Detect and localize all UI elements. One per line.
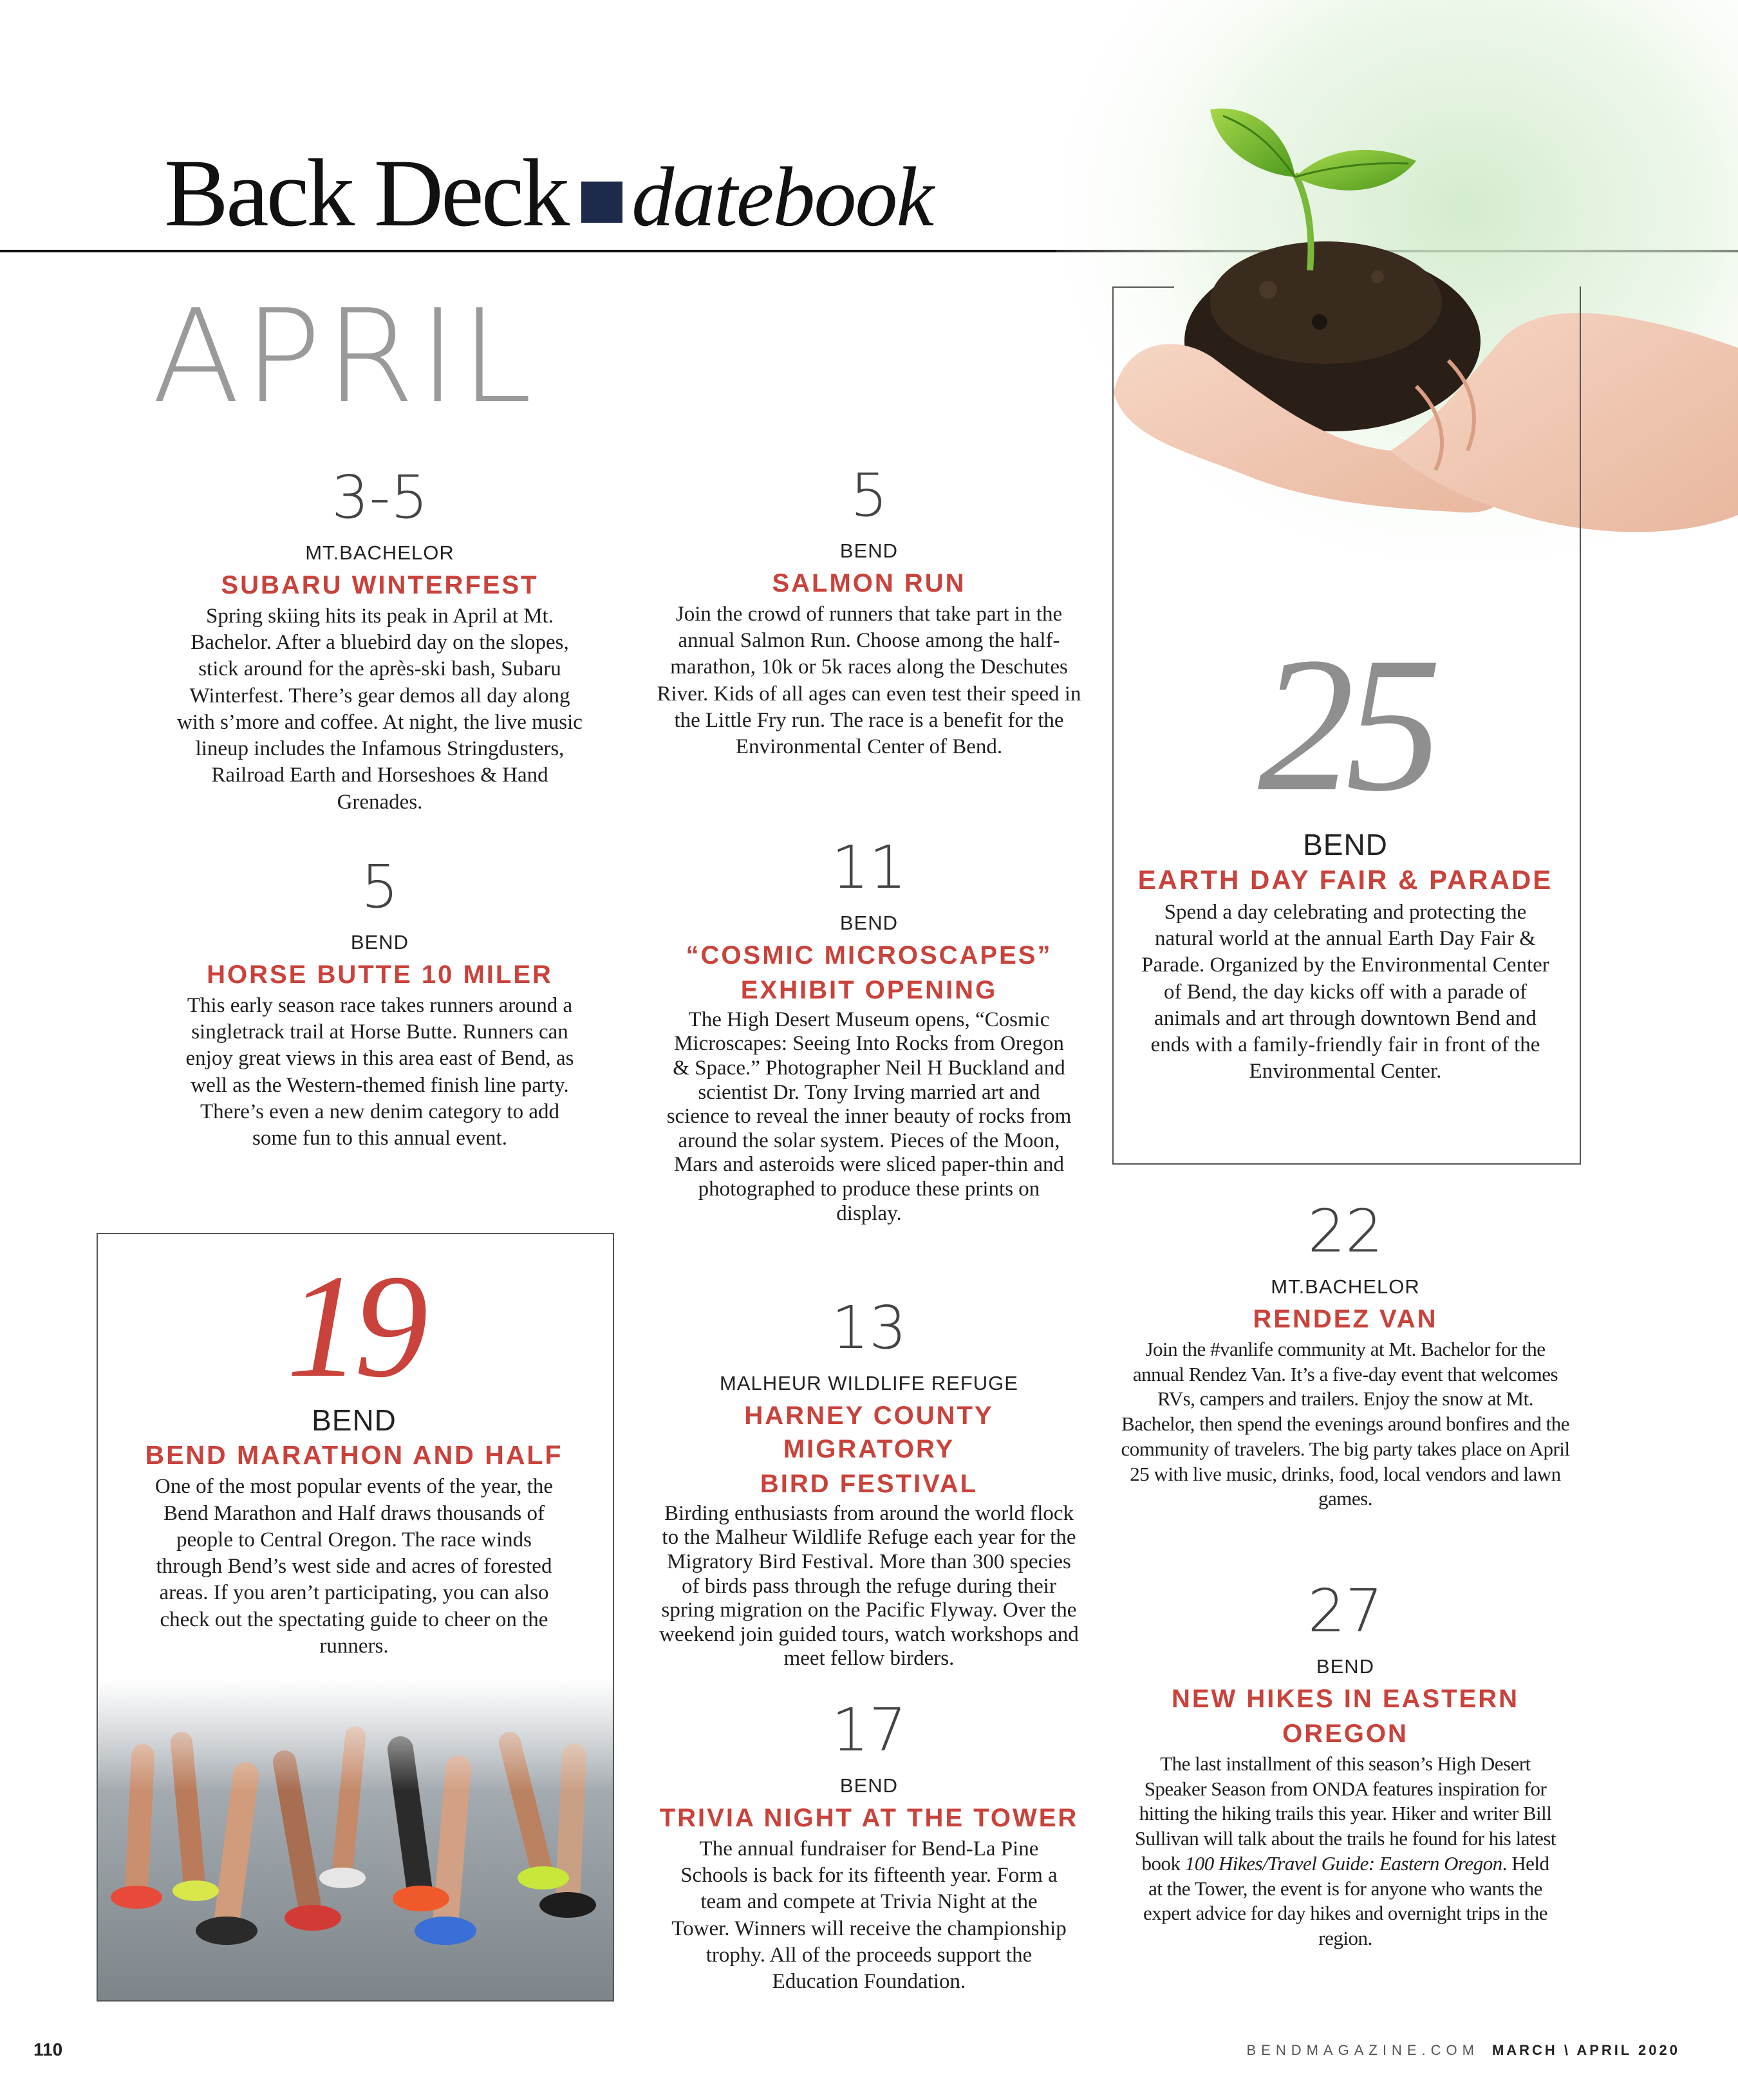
event-horse-butte bbox=[171, 852, 589, 1152]
footer-site: BENDMAGAZINE.COM bbox=[1246, 2042, 1479, 2058]
event-location: BEND bbox=[1303, 828, 1388, 861]
event-title-line-1: HARNEY COUNTY MIGRATORY bbox=[744, 1401, 994, 1463]
event-earth-day bbox=[1120, 617, 1571, 1085]
footer-issue: MARCH \ APRIL 2020 bbox=[1491, 2042, 1680, 2058]
event-title-line-1: NEW HIKES IN EASTERN bbox=[1171, 1684, 1520, 1713]
event-rendez-van bbox=[1120, 1197, 1571, 1512]
event-date: 17 bbox=[831, 1696, 907, 1765]
event-description: Spring skiing hits its peak in April at Mt. Bachelor. After a bluebird day on the slopes, stick around for the après-ski bash, Subaru Winterfest. There’s gear demos all day along with s’more and coffee. At night, the live music lineup includes the Infamous Stringdusters, Railroad Earth and Horseshoes & Hand Grenades. bbox=[177, 604, 583, 814]
earth-day-box-top-left-border bbox=[1112, 286, 1174, 288]
event-title: EARTH DAY FAIR & PARADE bbox=[1137, 865, 1553, 895]
event-title: BEND MARATHON AND HALF bbox=[145, 1440, 563, 1470]
book-title: 100 Hikes/Travel Guide: Eastern Oregon bbox=[1184, 1852, 1502, 1875]
event-description-text: The last installment of this season’s High Desert Speaker Season from ONDA features inspiration for hitting the hiking trails this year. Hiker and writer Bill Sullivan will talk about the trails he found for his latest book bbox=[1134, 1752, 1556, 1875]
event-title-line-2: BIRD FESTIVAL bbox=[760, 1469, 978, 1498]
event-description: Join the crowd of runners that take part in the annual Salmon Run. Choose among the half-marathon, 10k or 5k races along the Deschutes River. Kids of all ages can even test their speed in the Little Fry run. The race is a benefit for the Environmental Center of Bend. bbox=[657, 602, 1081, 759]
event-description: One of the most popular events of the year, the Bend Marathon and Half draws thousands of people to Central Oregon. The race winds through Bend’s west side and acres of forested areas. If you aren’t participating, you can also check out the spectating guide to cheer on the runners. bbox=[154, 1475, 554, 1658]
event-title-line-1: “COSMIC MICROSCAPES” bbox=[686, 941, 1052, 970]
event-date: 27 bbox=[1307, 1577, 1383, 1645]
event-date: 25 bbox=[1258, 617, 1433, 831]
event-location: BEND bbox=[839, 911, 899, 934]
section-subtitle: datebook bbox=[631, 149, 933, 244]
section-title: Back Deck bbox=[164, 140, 568, 247]
event-description: The annual fundraiser for Bend-La Pine Schools is back for its fifteenth year. Form a team and compete at Trivia Night at the Tower. Winners will receive the championship trophy. All of the proceeds support the Education Foundation. bbox=[671, 1837, 1067, 1994]
event-title: SALMON RUN bbox=[772, 568, 966, 597]
event-title-line-2: OREGON bbox=[1282, 1719, 1408, 1748]
event-description: Birding enthusiasts from around the world flock to the Malheur Wildlife Refuge each year for the Migratory Bird Festival. More than 300 species of birds pass through the refuge during their spring migration on the Pacific Flyway. Over the weekend join guided tours, watch workshops and meet fellow birders. bbox=[659, 1501, 1079, 1671]
event-location: BEND bbox=[312, 1403, 397, 1437]
event-cosmic-microscapes bbox=[657, 833, 1081, 1226]
event-date: 5 bbox=[850, 461, 888, 530]
event-description: The High Desert Museum opens, “Cosmic Microscapes: Seeing Into Rocks from Oregon & Space.” Photographer Neil H Buckland and scientist Dr. Tony Irving married art and science to reveal the inner beauty of rocks from around the solar system. Pieces of the Moon, Mars and asteroids were sliced paper-thin and photographed to produce these prints on display. bbox=[666, 1008, 1072, 1225]
event-date: 5 bbox=[360, 852, 399, 921]
event-title: SUBARU WINTERFEST bbox=[221, 570, 539, 599]
masthead bbox=[164, 140, 933, 254]
runners-legs-image bbox=[98, 1678, 613, 2000]
event-date: 11 bbox=[831, 833, 907, 902]
navy-square-icon bbox=[581, 182, 622, 223]
event-description: This early season race takes runners around a singletrack trail at Horse Butte. Runners can enjoy great views in this area east of Bend, as well as the Western-themed finish line party. There’s even a new denim category to add some fun to this annual event. bbox=[185, 993, 574, 1150]
event-location: BEND bbox=[1316, 1655, 1375, 1678]
event-harney-bird-festival bbox=[657, 1293, 1081, 1671]
event-date: 3-5 bbox=[331, 463, 429, 532]
event-date: 19 bbox=[286, 1244, 422, 1408]
event-salmon-run bbox=[657, 461, 1081, 760]
event-location: MT.BACHELOR bbox=[1271, 1275, 1420, 1298]
footer-credit bbox=[1246, 2042, 1680, 2059]
event-subaru-winterfest bbox=[171, 463, 589, 816]
event-title: HORSE BUTTE 10 MILER bbox=[207, 960, 553, 989]
event-description bbox=[1120, 1752, 1571, 1951]
event-description: Join the #vanlife community at Mt. Bachelor for the annual Rendez Van. It’s a five-day event that welcomes RVs, campers and trailers. Enjoy the snow at Mt. Bachelor, then spend the evenings around bonfires and the community of travelers. The big party takes place on April 25 with live music, drinks, food, local vendors and lawn games. bbox=[1121, 1337, 1570, 1510]
event-date: 22 bbox=[1307, 1197, 1383, 1266]
event-title-line-2: EXHIBIT OPENING bbox=[740, 975, 998, 1004]
event-title: TRIVIA NIGHT AT THE TOWER bbox=[659, 1803, 1079, 1832]
event-location: MT.BACHELOR bbox=[305, 541, 454, 564]
event-title: RENDEZ VAN bbox=[1253, 1304, 1438, 1333]
page-number: 110 bbox=[33, 2039, 63, 2059]
month-heading: APRIL bbox=[152, 282, 536, 432]
event-new-hikes bbox=[1120, 1577, 1571, 1951]
event-bend-marathon bbox=[142, 1244, 566, 1660]
event-description-text-end: . Held at the Tower, the event is for anyone who wants the expert advice for day hikes and overnight trips in the region. bbox=[1143, 1852, 1549, 1950]
event-location: MALHEUR WILDLIFE REFUGE bbox=[720, 1371, 1018, 1394]
event-trivia-night bbox=[657, 1696, 1081, 1995]
event-description: Spend a day celebrating and protecting the natural world at the annual Earth Day Fair & Parade. Organized by the Environmental Center of Bend, the day kicks off with a parade of animals and art through downtown Bend and ends with a family-friendly fair in front of the Environmental Center. bbox=[1141, 900, 1549, 1083]
event-location: BEND bbox=[839, 539, 899, 562]
event-location: BEND bbox=[839, 1774, 899, 1797]
event-date: 13 bbox=[831, 1293, 907, 1362]
event-location: BEND bbox=[350, 930, 409, 953]
